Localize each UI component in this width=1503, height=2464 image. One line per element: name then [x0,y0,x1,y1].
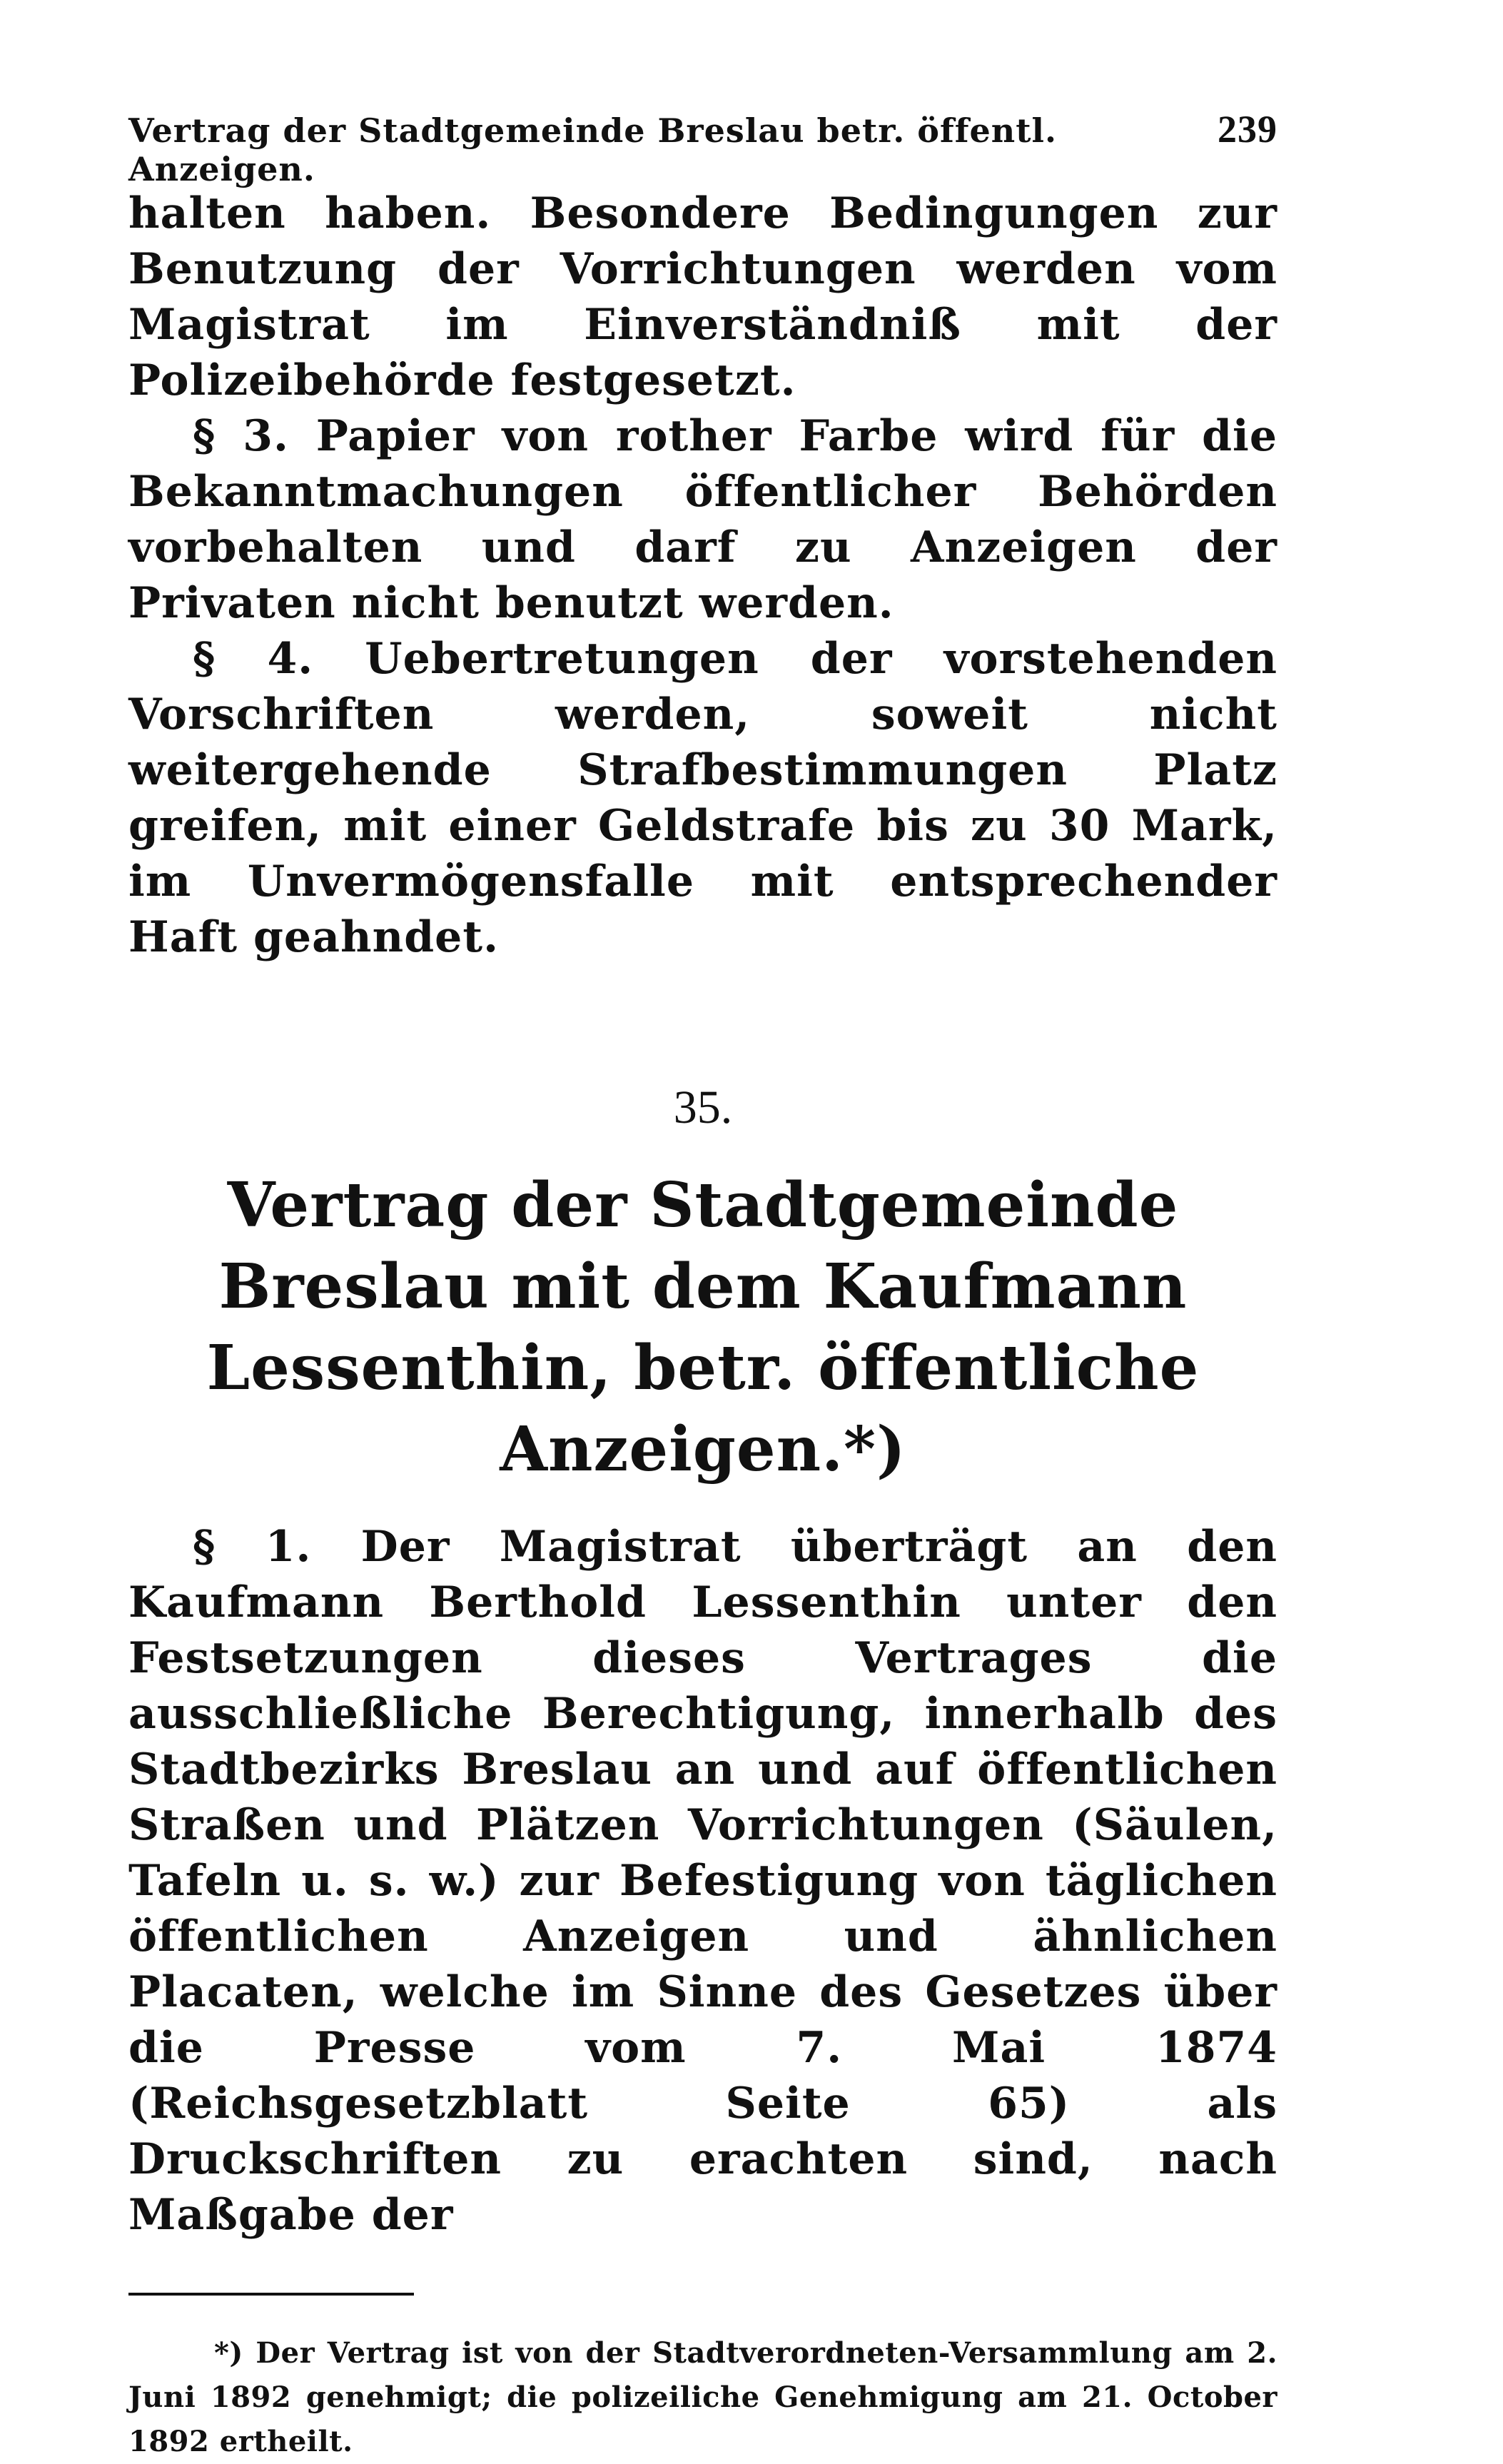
section-number: 35. [673,1081,733,1133]
page-number: 239 [1218,108,1277,151]
paragraph-4: § 4. Uebertretungen der vorstehenden Vorschriften werden, soweit nicht weitergehende Strafbestimmungen Platz greifen, mit einer Geldstrafe bis zu 30 Mark, im Unvermögensfalle mit entsprechender Haft geahndet. [128,634,1277,962]
section-paragraph-1: § 1. Der Magistrat überträgt an den Kaufmann Berthold Lessenthin unter den Festsetzungen dieses Vertrages die ausschließliche Berechtigung, innerhalb des Stadtbezirks Breslau an und auf öffentlichen Straßen und Plätzen Vorrichtungen (Säulen, Tafeln u. s. w.) zur Befestigung von täglichen öffentlichen Anzeigen und ähnlichen Placaten, welche im Sinne des Gesetzes über die Presse vom 7. Mai 1874 (Reichsgesetzblatt Seite 65) als Druckschriften zu erachten sind, nach Maßgabe der [128,1522,1277,2240]
section-body [128,1519,1277,2243]
footnote-text: *) Der Vertrag ist von der Stadtverordneten-Versammlung am 2. Juni 1892 genehmigt; die polizeiliche Genehmigung am 21. October 1892 ertheilt. [128,2336,1277,2458]
running-head [128,107,1277,186]
paragraph-3: § 3. Papier von rother Farbe wird für die Bekanntmachungen öffentlicher Behörden vorbehalten und darf zu Anzeigen der Privaten nicht benutzt werden. [128,411,1277,628]
section-title: Vertrag der Stadtgemeinde Breslau mit dem Kaufmann Lessenthin, betr. öffentliche Anzeigen.*) [206,1169,1200,1485]
document-page [128,107,1277,2464]
footnote-rule [128,2293,414,2296]
continuation-paragraph: halten haben. Besondere Bedingungen zur Benutzung der Vorrichtungen werden vom Magistrat im Einverständniß mit der Polizeibehörde festgesetzt. [128,188,1277,405]
body-text [128,186,1277,965]
footnote [128,2331,1277,2464]
running-head-title: Vertrag der Stadtgemeinde Breslau betr. öffentl. Anzeigen. [128,111,1057,188]
